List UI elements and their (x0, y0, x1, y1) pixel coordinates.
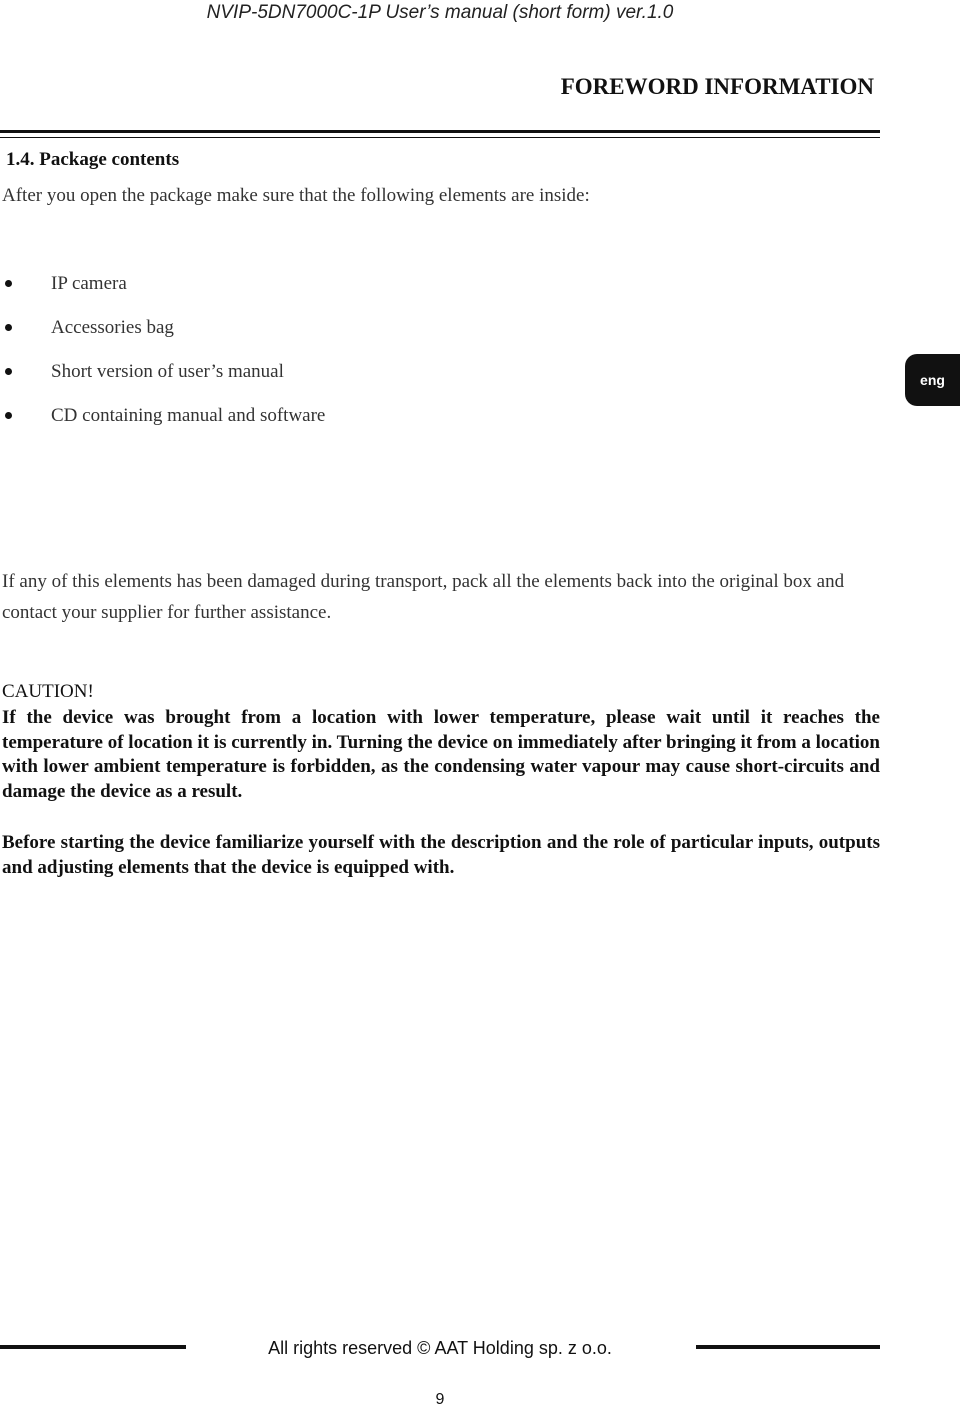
list-item (0, 401, 325, 445)
list-item (0, 313, 325, 357)
before-start-note: Before starting the device familiarize yourself with the description and the role of particular inputs, outputs and adjusting elements that the device is equipped with. (2, 832, 880, 878)
caution-text: If the device was brought from a location with lower temperature, please wait until it reaches the temperature of location it is currently in. Turning the device on immediately after bringing it from a location with lower ambient temperature is forbidden, as the condensing water vapour may cause short-circuits and damage the device as a result. (2, 707, 880, 802)
bullet-icon (5, 368, 12, 375)
bullet-icon (5, 280, 12, 287)
list-item-label: IP camera (51, 273, 127, 294)
section-title: FOREWORD INFORMATION (560, 74, 874, 99)
subsection-heading: 1.4. Package contents (6, 149, 180, 170)
header-rule-thick (0, 130, 880, 133)
list-item-label: Short version of user’s manual (51, 361, 284, 382)
bullet-icon (5, 412, 12, 419)
running-header: NVIP-5DN7000C-1P User’s manual (short form) ver.1.0 (206, 2, 674, 23)
caution-title: CAUTION! (2, 681, 94, 702)
footer-copyright: All rights reserved © AAT Holding sp. z o.o. (268, 1338, 612, 1358)
package-contents-list (0, 269, 325, 445)
list-item (0, 357, 325, 401)
bullet-icon (5, 324, 12, 331)
list-item (0, 269, 325, 313)
page-number: 9 (435, 1391, 445, 1408)
header-rule-thin (0, 137, 880, 138)
list-item-label: CD containing manual and software (51, 405, 326, 426)
list-item-label: Accessories bag (51, 317, 174, 338)
damage-note: If any of this elements has been damaged during transport, pack all the elements back into the original box and contact your supplier for further assistance. (2, 571, 845, 623)
language-tab: eng (905, 354, 960, 406)
intro-text: After you open the package make sure that the following elements are inside: (2, 185, 590, 206)
